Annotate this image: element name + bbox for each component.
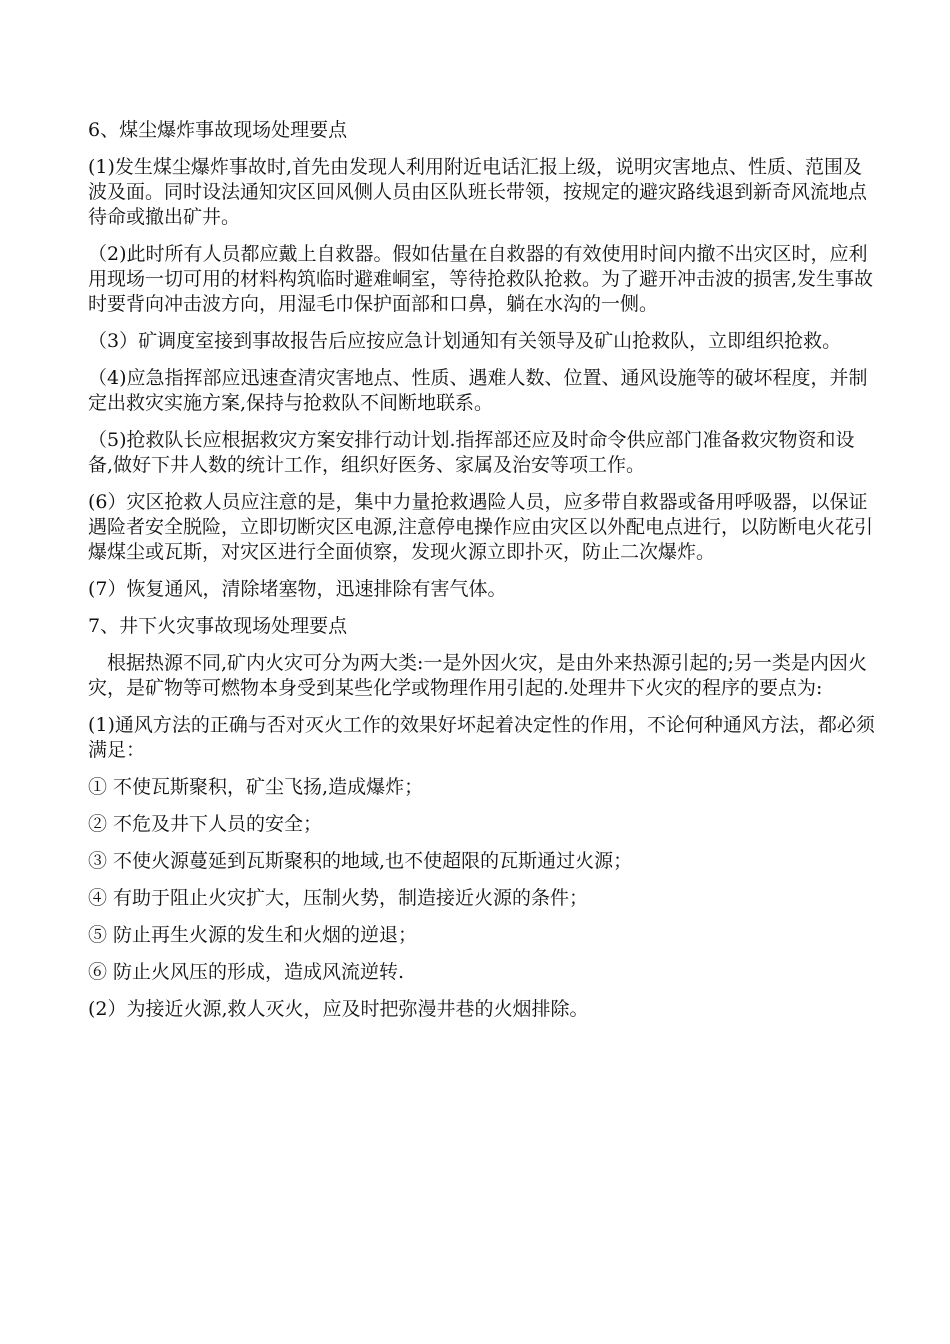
list-item: ⑥ 防止火风压的形成，造成风流逆转. (88, 961, 405, 983)
list-item: ④ 有助于阻止火灾扩大，压制火势，制造接近火源的条件； (88, 887, 589, 909)
paragraph: (1)发生煤尘爆炸事故时,首先由发现人利用附近电话汇报上级，说明灾害地点、性质、范围及波及面。同时设法通知灾区回风侧人员由区队班长带领，按规定的避灾路线退到新奇风流地点待命或撤出矿井。 (88, 156, 868, 228)
paragraph: (6）灾区抢救人员应注意的是，集中力量抢救遇险人员，应多带自救器或备用呼吸器，以保证遇险者安全脱险，立即切断灾区电源,注意停电操作应由灾区以外配电点进行，以防断电火花引爆煤尘或瓦斯，对灾区进行全面侦察，发现火源立即扑灭，防止二次爆炸。 (88, 491, 874, 563)
list-item: ① 不使瓦斯聚积，矿尘飞扬,造成爆炸； (88, 776, 424, 798)
list-item: ③ 不使火源蔓延到瓦斯聚积的地域,也不使超限的瓦斯通过火源； (88, 850, 633, 872)
paragraph: (7）恢复通风，清除堵塞物，迅速排除有害气体。 (88, 578, 507, 600)
paragraph: 根据热源不同,矿内火灾可分为两大类:一是外因火灾，是由外来热源引起的;另一类是内因火灾，是矿物等可燃物本身受到某些化学或物理作用引起的.处理井下火灾的程序的要点为: (88, 652, 867, 699)
paragraph: (1)通风方法的正确与否对灭火工作的效果好坏起着决定性的作用，不论何种通风方法，都必须满足： (88, 714, 875, 761)
section-heading-underground-fire: 7、井下火灾事故现场处理要点 (88, 615, 348, 637)
section-heading-coal-dust-explosion: 6、煤尘爆炸事故现场处理要点 (88, 119, 348, 141)
paragraph: （4)应急指挥部应迅速查清灾害地点、性质、遇难人数、位置、通风设施等的破坏程度，并制定出救灾实施方案,保持与抢救队不间断地联系。 (88, 367, 868, 414)
document-page (88, 118, 878, 1034)
list-item: ② 不危及井下人员的安全； (88, 813, 323, 835)
list-item: ⑤ 防止再生火源的发生和火烟的逆退； (88, 924, 418, 946)
paragraph: (2）为接近火源,救人灭火，应及时把弥漫井巷的火烟排除。 (88, 998, 589, 1020)
paragraph: （3）矿调度室接到事故报告后应按应急计划通知有关领导及矿山抢救队，立即组织抢救。 (88, 330, 842, 352)
paragraph: （2)此时所有人员都应戴上自救器。假如估量在自救器的有效使用时间内撤不出灾区时，应利用现场一切可用的材料构筑临时避难峒室，等待抢救队抢救。为了避开冲击波的损害,发生事故时要背向冲击波方向，用湿毛巾保护面部和口鼻，躺在水沟的一侧。 (88, 243, 874, 315)
paragraph: （5)抢救队长应根据救灾方案安排行动计划.指挥部还应及时命令供应部门准备救灾物资和设备,做好下井人数的统计工作，组织好医务、家属及治安等项工作。 (88, 429, 855, 476)
